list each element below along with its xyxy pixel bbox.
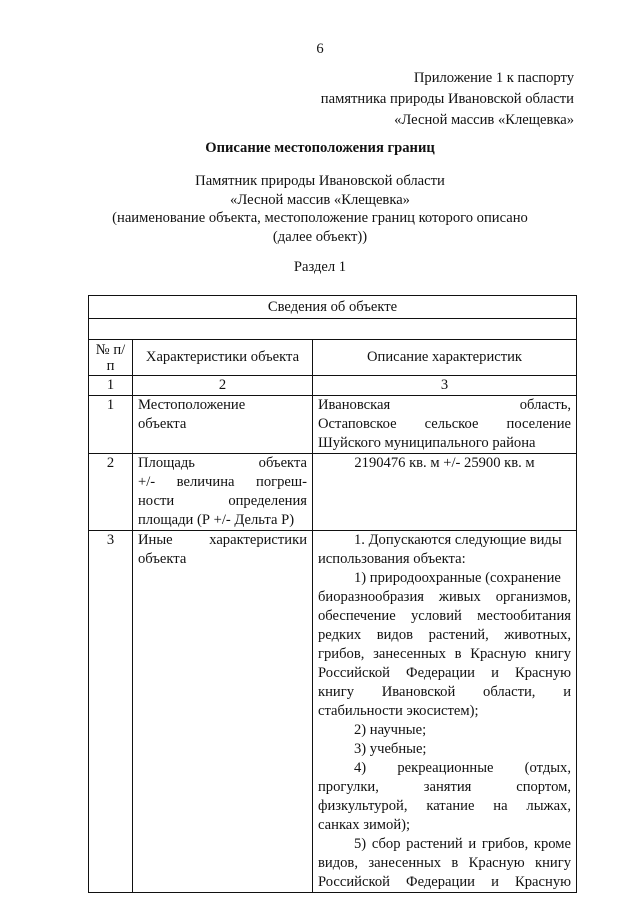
header-characteristic: Характеристики объекта xyxy=(133,340,313,376)
cell-line: физкультурой, катание на лыжах, xyxy=(318,798,572,814)
column-number: 2 xyxy=(133,376,313,396)
cell-line: стабильности экосистем); xyxy=(318,703,479,719)
column-number-row xyxy=(89,376,577,396)
cell-line: 1) природоохранные (сохранение xyxy=(354,570,561,586)
cell-line: биоразнообразия живых организмов, xyxy=(318,589,572,605)
row-description xyxy=(313,531,577,893)
cell-line: редких видов растений, животных, xyxy=(318,627,572,643)
cell-line: прогулки, занятия спортом, xyxy=(318,779,572,795)
row-characteristic xyxy=(133,454,313,531)
row-characteristic xyxy=(133,531,313,893)
cell-line: книгу Ивановской области, и xyxy=(318,684,572,700)
cell-line: Ивановская область, xyxy=(318,397,572,413)
cell-line: 3) учебные; xyxy=(354,741,427,757)
cell-line: Остаповское сельское поселение xyxy=(318,416,572,432)
object-description-line: «Лесной массив «Клещевка» xyxy=(230,191,410,208)
object-description-line: Памятник природы Ивановской области xyxy=(195,173,445,189)
object-description-line: (далее объект)) xyxy=(272,228,368,245)
appendix-line: Приложение 1 к паспорту xyxy=(413,70,574,86)
table-row xyxy=(89,396,577,454)
appendix-note xyxy=(321,68,574,131)
cell-line: санках зимой); xyxy=(318,817,411,833)
cell-line: 4) рекреационные (отдых, xyxy=(354,760,572,776)
cell-line: Российской Федерации и Красную xyxy=(318,874,572,890)
header-num: № п/п xyxy=(89,340,133,376)
cell-line: объекта xyxy=(138,551,187,567)
row-description xyxy=(313,396,577,454)
cell-line: Шуйского муниципального района xyxy=(318,435,536,451)
column-number: 3 xyxy=(313,376,577,396)
table-empty-row xyxy=(89,319,577,340)
header-description: Описание характеристик xyxy=(313,340,577,376)
appendix-line: памятника природы Ивановской области xyxy=(320,91,574,107)
cell-line: использования объекта: xyxy=(318,551,466,567)
object-description-line: (наименование объекта, местоположение границ которого описано xyxy=(112,210,528,226)
cell-line: обеспечение условий местообитания xyxy=(318,608,572,624)
cell-line: Российской Федерации и Красную xyxy=(318,665,572,681)
row-num: 3 xyxy=(89,531,133,893)
empty-cell xyxy=(89,319,577,340)
cell-line: 5) сбор растений и грибов, кроме xyxy=(354,836,572,852)
section-label: Раздел 1 xyxy=(293,259,347,275)
row-characteristic xyxy=(133,396,313,454)
page-number: 6 xyxy=(316,41,324,57)
document-heading: Описание местоположения границ xyxy=(205,140,435,156)
object-description xyxy=(0,172,640,246)
column-number: 1 xyxy=(89,376,133,396)
cell-line: ности определения xyxy=(138,493,307,509)
row-num: 2 xyxy=(89,454,133,531)
cell-line: Местоположение xyxy=(138,397,246,413)
cell-line: Иные характеристики xyxy=(138,532,307,548)
cell-line: 2190476 кв. м +/- 25900 кв. м xyxy=(354,455,535,471)
row-description xyxy=(313,454,577,531)
cell-line: объекта xyxy=(138,416,187,432)
cell-line: видов, занесенных в Красную книгу xyxy=(318,855,572,871)
appendix-line: «Лесной массив «Клещевка» xyxy=(394,112,574,128)
cell-line: 1. Допускаются следующие виды xyxy=(354,532,562,548)
table-header-row xyxy=(89,340,577,376)
table-caption-row xyxy=(89,296,577,319)
table-row xyxy=(89,454,577,531)
table-row xyxy=(89,531,577,893)
table-caption: Сведения об объекте xyxy=(89,296,577,319)
cell-line: площади (Р +/- Дельта Р) xyxy=(138,512,295,528)
row-num: 1 xyxy=(89,396,133,454)
cell-line: 2) научные; xyxy=(354,722,427,738)
cell-line: грибов, занесенных в Красную книгу xyxy=(318,646,572,662)
cell-line: Площадь объекта xyxy=(138,455,307,471)
cell-line: +/- величина погреш- xyxy=(138,474,307,490)
object-info-table xyxy=(88,295,577,893)
